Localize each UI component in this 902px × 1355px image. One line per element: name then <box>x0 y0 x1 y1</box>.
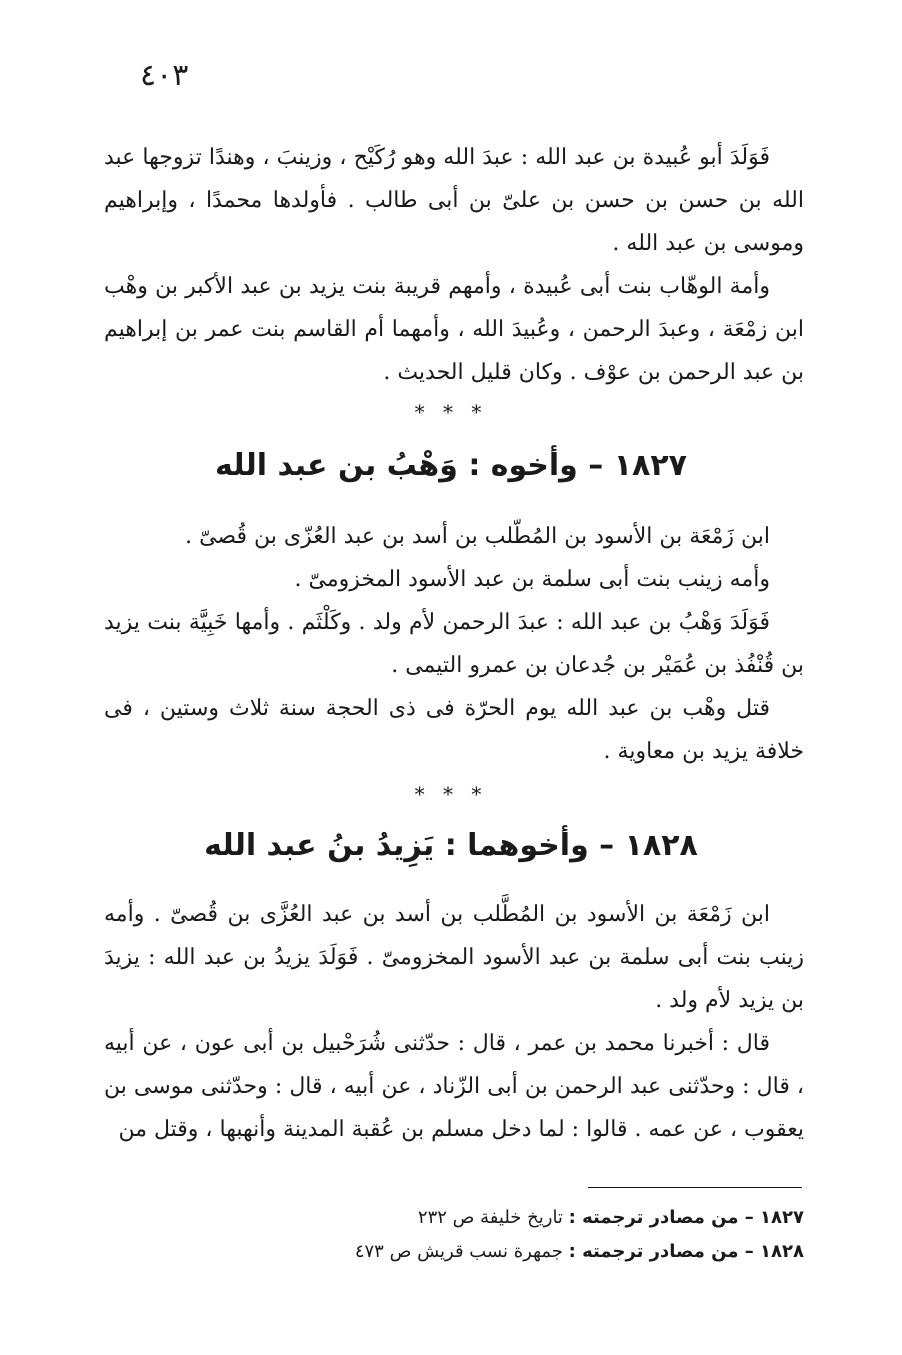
entry-1828-body <box>104 893 804 1151</box>
page-number: ٤٠٣ <box>140 58 189 93</box>
footnote-1828 <box>355 1238 804 1266</box>
paragraph: وأمه زينب بنت أبى سلمة بن عبد الأسود المخزومىّ . <box>294 567 770 592</box>
footnote-label: ١٨٢٨ – من مصادر ترجمته : <box>568 1241 804 1262</box>
paragraph: قتل وهْب بن عبد الله يوم الحرّة فى ذى الحجة سنة ثلاث وستين ، فى خلافة يزيد بن معاوية . <box>104 696 804 764</box>
footnote-label: ١٨٢٧ – من مصادر ترجمته : <box>568 1207 804 1228</box>
paragraph: فَوَلَدَ أبو عُبيدة بن عبد الله : عبدَ الله وهو رُكَيْح ، وزينبَ ، وهندًا تزوجها عبد الله بن حسن بن حسن بن علىّ بن أبى طالب . فأولدها محمدًا ، وإبراهيم وموسى بن عبد الله . <box>104 145 804 256</box>
paragraph: ابن زَمْعَة بن الأسود بن المُطَّلب بن أسد بن عبد العُزَّى بن قُصىّ . وأمه زينب بنت أبى سلمة بن عبد الأسود المخزومىّ . فَوَلَدَ يزيدُ بن عبد الله : يزيدَ بن يزيد لأم ولد . <box>104 902 804 1013</box>
section-separator: * * * <box>414 400 488 424</box>
intro-paragraph-1 <box>104 136 804 265</box>
paragraph: وأمة الوهّاب بنت أبى عُبيدة ، وأمهم قريبة بنت يزيد بن عبد الأكبر بن وهْب ابن زمْعَة ، وعبدَ الرحمن ، وعُبيدَ الله ، وأمهما أم القاسم بنت عمر بن إبراهيم بن عبد الرحمن بن عوْف . وكان قليل الحديث . <box>104 274 804 385</box>
entry-1827-body <box>104 515 804 773</box>
footnote-text: جمهرة نسب قريش ص ٤٧٣ <box>354 1241 569 1262</box>
paragraph: قال : أخبرنا محمد بن عمر ، قال : حدّثنى شُرَحْبيل بن أبى عون ، عن أبيه ، قال : وحدّثنى عبد الرحمن بن أبى الزّناد ، عن أبيه ، قال : وحدّثنى موسى بن يعقوب ، عن عمه . قالوا : لما دخل مسلم بن عُقبة المدينة وأنهبها ، وقتل من <box>104 1031 804 1142</box>
footnote-divider <box>588 1187 802 1188</box>
paragraph: فَوَلَدَ وَهْبُ بن عبد الله : عبدَ الرحمن لأم ولد . وكَلْثَم . وأمها خَبِيَّة بنت يزيد بن قُنْفُذ بن عُمَيْر بن جُدعان بن عمرو التيمى . <box>104 610 804 678</box>
paragraph: ابن زَمْعَة بن الأسود بن المُطّلب بن أسد بن عبد العُزّى بن قُصىّ . <box>185 524 770 549</box>
footnote-text: تاريخ خليفة ص ٢٣٢ <box>417 1207 569 1228</box>
section-separator: * * * <box>414 782 488 806</box>
entry-heading-1828: ١٨٢٨ – وأخوهما : يَزِيدُ بنُ عبد الله <box>204 828 698 863</box>
footnote-1827 <box>418 1204 804 1232</box>
entry-heading-1827: ١٨٢٧ – وأخوه : وَهْبُ بن عبد الله <box>215 448 687 483</box>
intro-paragraph-2 <box>104 265 804 394</box>
